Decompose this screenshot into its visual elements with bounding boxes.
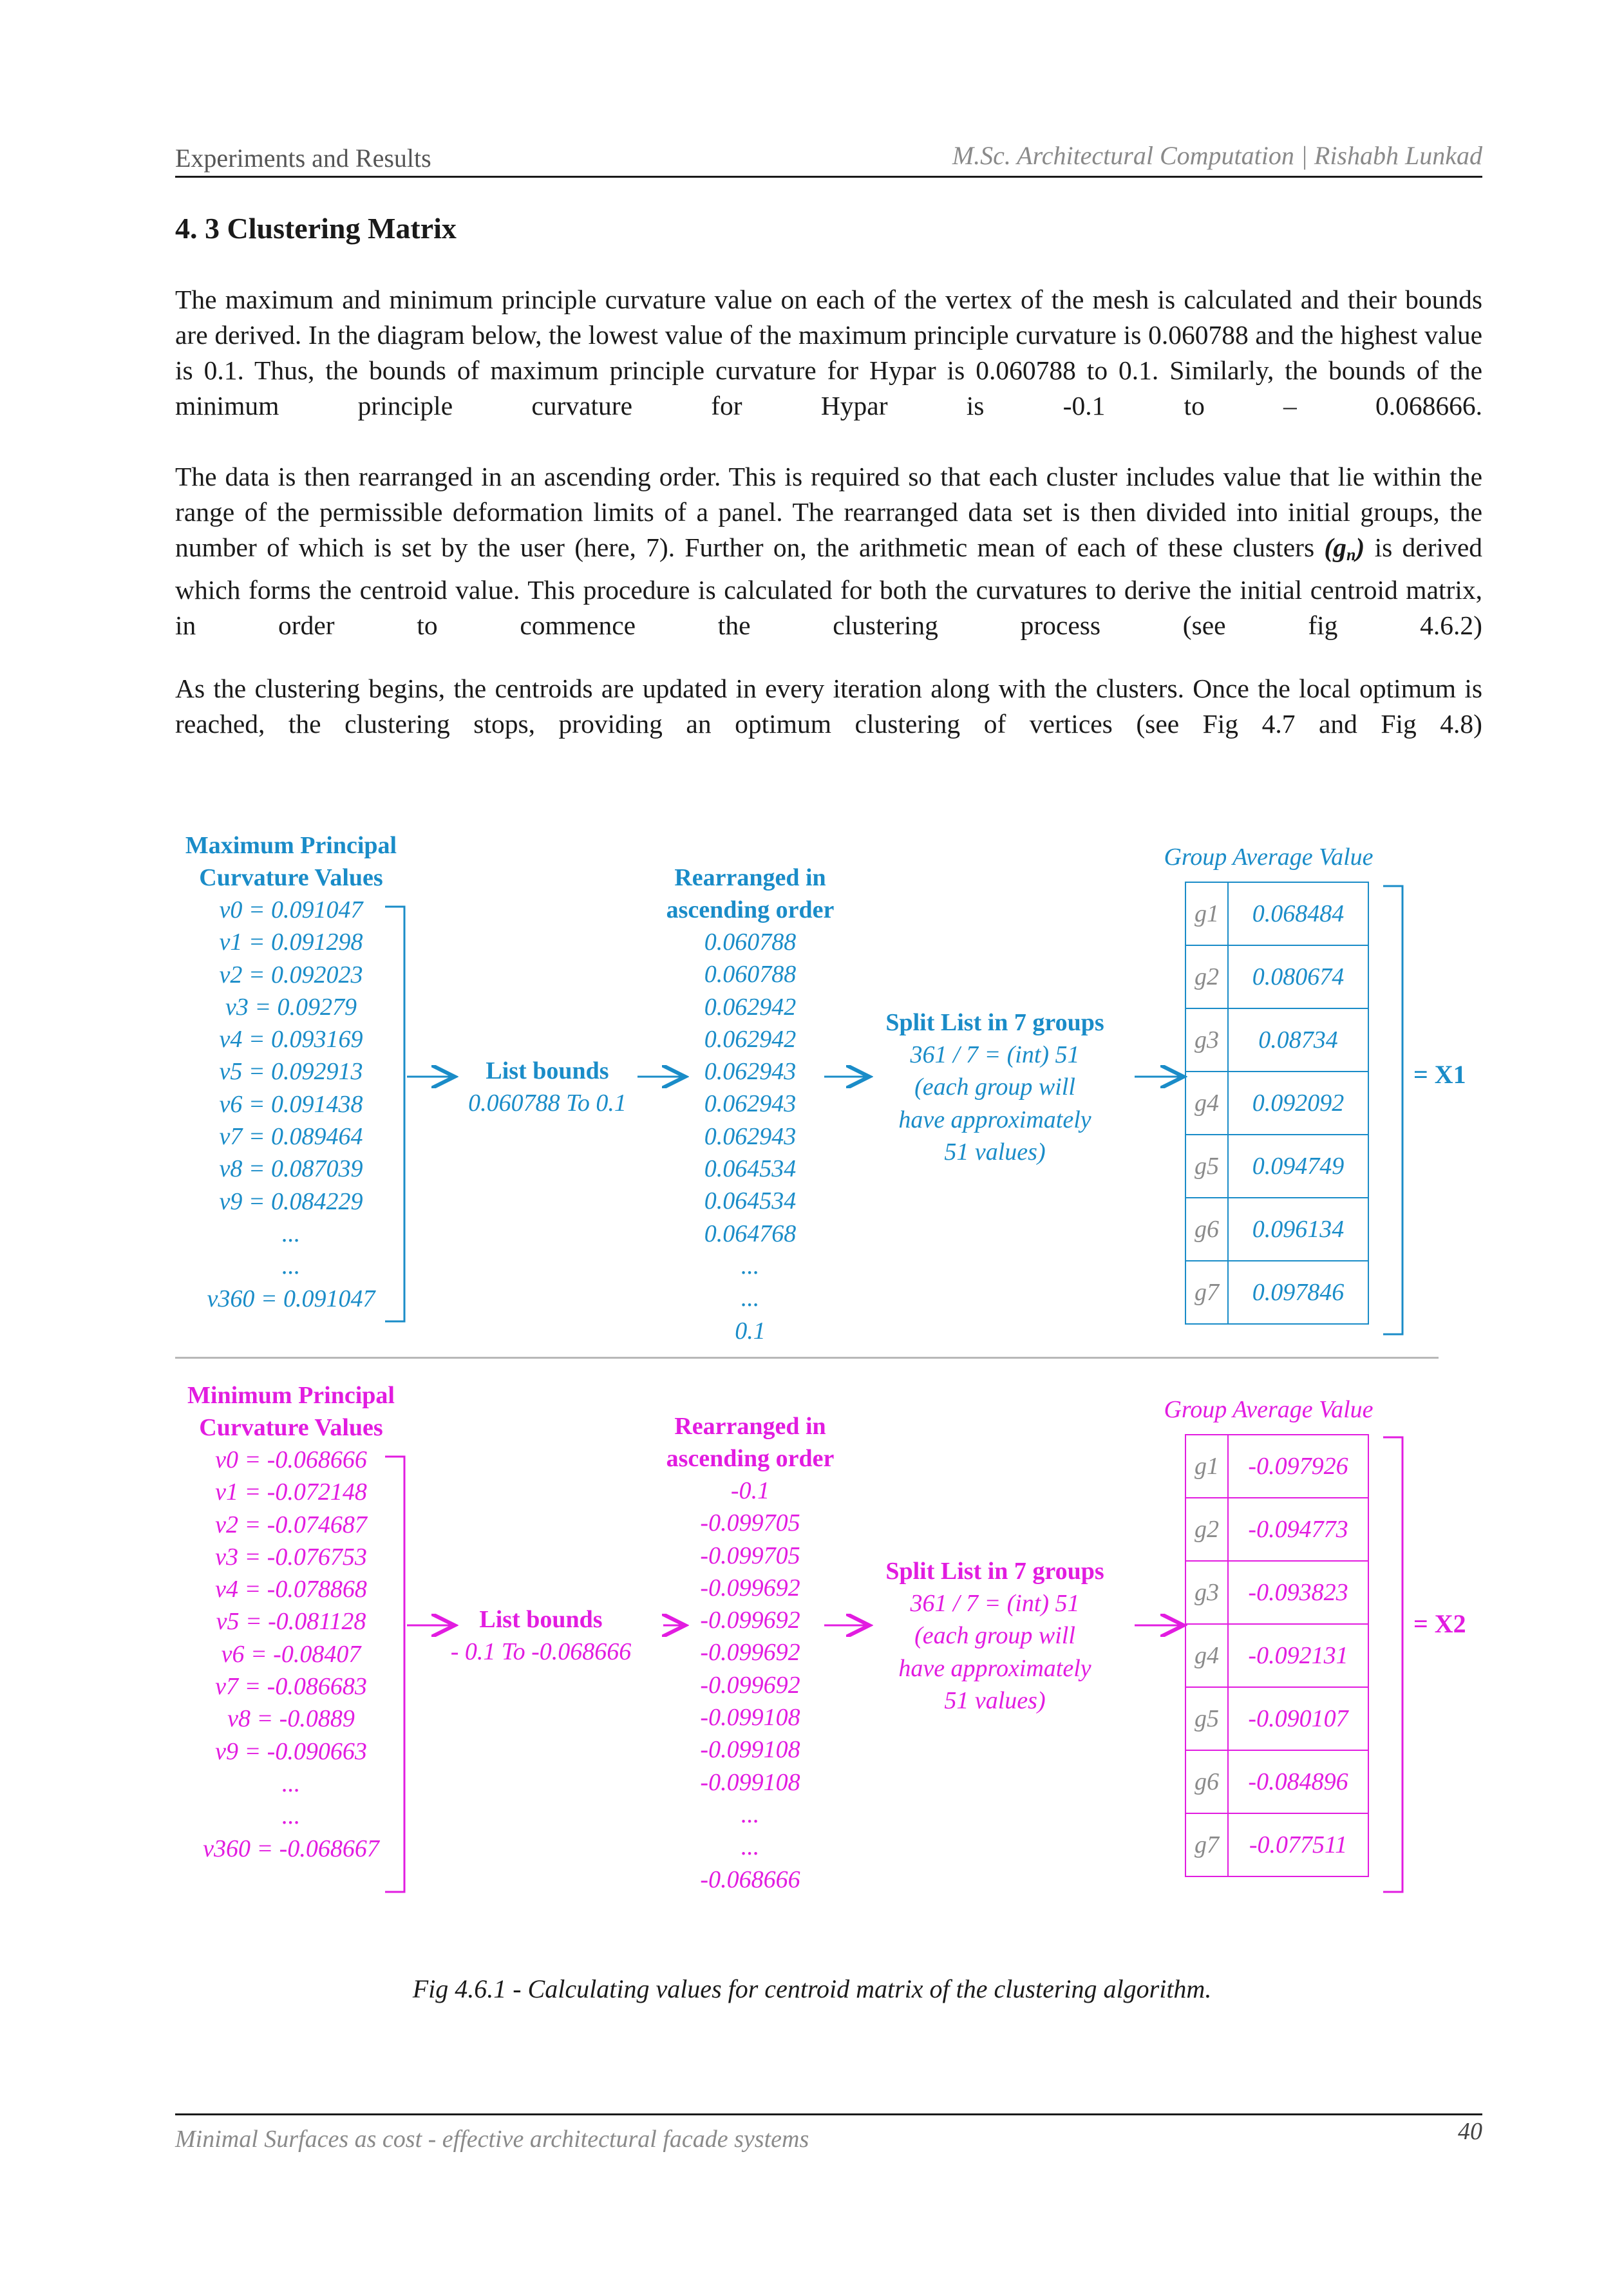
min-sorted-item: -0.099705 <box>700 1509 800 1537</box>
max-sorted-item: 0.060788 <box>704 929 797 956</box>
group-row <box>1185 1813 1368 1876</box>
group-average: 0.068484 <box>1228 882 1368 945</box>
max-title-line2: Curvature Values <box>199 864 383 891</box>
paragraph-rearrange-b: is derived which forms the centroid value. This procedure is calculated for both the curvatures to derive the initial centroid matrix, in order to commence the clustering process (see fig 4.6.2) <box>175 533 1482 640</box>
group-row <box>1185 1687 1368 1750</box>
section-title: 4. 3 Clustering Matrix <box>175 212 457 245</box>
running-header-left: Experiments and Results <box>175 144 431 173</box>
group-average: -0.084896 <box>1228 1750 1368 1813</box>
group-row <box>1185 1624 1368 1687</box>
group-name: g4 <box>1185 1072 1228 1135</box>
group-row <box>1185 1261 1368 1324</box>
group-row <box>1185 1750 1368 1813</box>
min-value-item: v9 = -0.090663 <box>215 1737 367 1765</box>
max-value-item: v3 = 0.09279 <box>225 993 357 1021</box>
min-split-line: 51 values) <box>944 1686 1046 1714</box>
max-sorted-item: 0.064534 <box>704 1187 797 1215</box>
min-value-item: v360 = -0.068667 <box>203 1835 379 1862</box>
max-value-item: v1 = 0.091298 <box>219 929 363 956</box>
min-sorted-item: ... <box>741 1833 760 1861</box>
group-average: 0.080674 <box>1228 945 1368 1008</box>
max-group-table <box>1185 882 1369 1325</box>
group-row <box>1185 882 1368 945</box>
group-name: g4 <box>1185 1624 1228 1687</box>
max-bounds-title: List bounds <box>486 1057 609 1084</box>
max-sorted-item: ... <box>741 1252 760 1280</box>
group-average: 0.08734 <box>1228 1008 1368 1072</box>
min-sorted-list <box>650 1475 850 1896</box>
min-sorted-item: -0.099705 <box>700 1542 800 1569</box>
header-rule <box>175 176 1482 178</box>
group-name: g2 <box>1185 945 1228 1008</box>
max-sorted-item: 0.062943 <box>704 1090 797 1118</box>
max-value-item: v360 = 0.091047 <box>207 1285 375 1312</box>
group-name: g6 <box>1185 1750 1228 1813</box>
max-sorted-item: 0.064768 <box>704 1220 797 1247</box>
group-row <box>1185 1561 1368 1624</box>
max-rearranged-line1: Rearranged in <box>674 864 826 891</box>
group-row <box>1185 1008 1368 1072</box>
group-average: 0.094749 <box>1228 1135 1368 1198</box>
min-split-line: (each group will <box>914 1622 1075 1650</box>
min-value-item: v4 = -0.078868 <box>215 1576 367 1603</box>
max-value-item: v7 = 0.089464 <box>219 1123 363 1151</box>
min-value-item: v8 = -0.0889 <box>227 1705 355 1733</box>
group-average: -0.077511 <box>1228 1813 1368 1876</box>
max-value-item: v5 = 0.092913 <box>219 1058 363 1086</box>
group-name: g1 <box>1185 882 1228 945</box>
max-sorted-item: 0.062943 <box>704 1058 797 1086</box>
max-value-item: v0 = 0.091047 <box>219 896 363 923</box>
group-average: 0.092092 <box>1228 1072 1368 1135</box>
max-sorted-item: ... <box>741 1285 760 1312</box>
min-sorted-item: -0.099692 <box>700 1607 800 1634</box>
max-sorted-item: 0.062942 <box>704 1025 797 1053</box>
group-row <box>1185 1498 1368 1561</box>
max-rearranged-line2: ascending order <box>666 896 835 923</box>
min-value-item: v3 = -0.076753 <box>215 1543 367 1571</box>
group-row <box>1185 1198 1368 1261</box>
min-value-item: ... <box>281 1802 301 1830</box>
max-split-line: 51 values) <box>944 1138 1046 1166</box>
max-group-title: Group Average Value <box>1164 844 1374 871</box>
min-value-item: v7 = -0.086683 <box>215 1673 367 1701</box>
min-sorted-item: -0.099108 <box>700 1736 800 1764</box>
min-title-line1: Minimum Principal <box>187 1382 395 1409</box>
max-sorted-item: 0.062942 <box>704 993 797 1021</box>
group-average: -0.090107 <box>1228 1687 1368 1750</box>
max-value-item: v2 = 0.092023 <box>219 961 363 988</box>
max-groups-bracket <box>1383 886 1402 1334</box>
min-sorted-item: -0.099692 <box>700 1639 800 1667</box>
min-sorted-item: -0.1 <box>730 1477 770 1504</box>
min-value-item: v6 = -0.08407 <box>221 1640 361 1668</box>
group-name: g3 <box>1185 1561 1228 1624</box>
min-sorted-item: -0.068666 <box>700 1866 800 1893</box>
paragraph-clustering: As the clustering begins, the centroids are updated in every iteration along with the clusters. Once the local optimum is reached, the clustering stops, providing an optimum clustering of vertices (see Fig 4.7 and Fig 4.8) <box>175 674 1482 739</box>
max-value-item: v9 = 0.084229 <box>219 1187 363 1215</box>
max-sorted-item: 0.1 <box>735 1317 766 1345</box>
group-name: g6 <box>1185 1198 1228 1261</box>
paragraph-rearrange-a: The data is then rearranged in an ascending order. This is required so that each cluster includes value that lie within the range of the permissible deformation limits of a panel. The rearranged data set is then divided into initial groups, the number of which is set by the user (here, 7). Further on, the arithmetic mean of each of these clusters <box>175 462 1482 562</box>
max-title-line1: Maximum Principal <box>185 832 397 859</box>
group-average: -0.092131 <box>1228 1624 1368 1687</box>
min-value-item: v1 = -0.072148 <box>215 1478 367 1506</box>
group-name: g5 <box>1185 1687 1228 1750</box>
paragraph-rearrange <box>175 459 1482 643</box>
max-value-item: v8 = 0.087039 <box>219 1155 363 1183</box>
min-rearranged-line1: Rearranged in <box>674 1413 826 1440</box>
max-values-list <box>175 894 407 1315</box>
max-value-item: ... <box>281 1220 301 1247</box>
min-split-note <box>863 1587 1127 1717</box>
min-value-item: v2 = -0.074687 <box>215 1511 367 1538</box>
max-split-line: (each group will <box>914 1073 1075 1101</box>
min-group-table <box>1185 1434 1369 1877</box>
footer-rule <box>175 2113 1482 2115</box>
group-average: 0.096134 <box>1228 1198 1368 1261</box>
max-split-line: have approximately <box>898 1106 1091 1133</box>
max-split-line: 361 / 7 = (int) 51 <box>910 1041 1080 1068</box>
group-name: g2 <box>1185 1498 1228 1561</box>
min-rearranged-line2: ascending order <box>666 1445 835 1472</box>
min-bounds-value: - 0.1 To -0.068666 <box>450 1638 632 1665</box>
min-sorted-item: -0.099692 <box>700 1574 800 1601</box>
section-divider <box>175 1357 1439 1359</box>
max-result: = X1 <box>1413 1060 1466 1089</box>
max-sorted-item: 0.062943 <box>704 1122 797 1150</box>
min-value-item: ... <box>281 1770 301 1797</box>
group-row <box>1185 1072 1368 1135</box>
max-sorted-item: 0.064534 <box>704 1155 797 1183</box>
running-footer: Minimal Surfaces as cost - effective architectural facade systems <box>175 2126 809 2153</box>
min-split-line: have approximately <box>898 1654 1091 1682</box>
min-sorted-item: -0.099692 <box>700 1671 800 1699</box>
cluster-symbol: $(g_n)$ <box>1324 533 1365 564</box>
group-row <box>1185 945 1368 1008</box>
min-values-list <box>175 1444 407 1865</box>
min-split-line: 361 / 7 = (int) 51 <box>910 1590 1080 1617</box>
min-result: = X2 <box>1413 1609 1466 1638</box>
paragraph-bounds: The maximum and minimum principle curvature value on each of the vertex of the mesh is calculated and their bounds are derived. In the diagram below, the lowest value of the maximum principle curvature is 0.060788 and the highest value is 0.1. Thus, the bounds of maximum principle curvature for Hypar is 0.060788 to 0.1. Similarly, the bounds of the minimum principle curvature for Hypar is -0.1 to – 0.068666. <box>175 285 1482 420</box>
group-average: -0.094773 <box>1228 1498 1368 1561</box>
group-name: g7 <box>1185 1813 1228 1876</box>
running-header-right: M.Sc. Architectural Computation | Rishabh Lunkad <box>952 141 1482 170</box>
max-value-item: v6 = 0.091438 <box>219 1090 363 1118</box>
group-average: -0.097926 <box>1228 1435 1368 1498</box>
min-split-title: Split List in 7 groups <box>885 1558 1104 1585</box>
page-number: 40 <box>1458 2118 1482 2145</box>
figure-caption: Fig 4.6.1 - Calculating values for centroid matrix of the clustering algorithm. <box>412 1974 1212 2003</box>
max-value-item: ... <box>281 1252 301 1280</box>
min-title-line2: Curvature Values <box>199 1414 383 1441</box>
group-average: -0.093823 <box>1228 1561 1368 1624</box>
group-row <box>1185 1135 1368 1198</box>
group-name: g5 <box>1185 1135 1228 1198</box>
min-sorted-item: ... <box>741 1800 760 1828</box>
max-split-note <box>863 1039 1127 1168</box>
min-value-item: v5 = -0.081128 <box>216 1608 366 1636</box>
max-sorted-list <box>650 926 850 1347</box>
group-average: 0.097846 <box>1228 1261 1368 1324</box>
min-bounds-title: List bounds <box>479 1606 603 1633</box>
max-value-item: v4 = 0.093169 <box>219 1026 363 1053</box>
min-group-title: Group Average Value <box>1164 1396 1374 1423</box>
group-name: g7 <box>1185 1261 1228 1324</box>
group-name: g3 <box>1185 1008 1228 1072</box>
max-bounds-value: 0.060788 To 0.1 <box>468 1090 627 1117</box>
group-name: g1 <box>1185 1435 1228 1498</box>
min-groups-bracket <box>1383 1437 1402 1892</box>
max-split-title: Split List in 7 groups <box>885 1009 1104 1036</box>
max-sorted-item: 0.060788 <box>704 961 797 988</box>
group-row <box>1185 1435 1368 1498</box>
min-sorted-item: -0.099108 <box>700 1768 800 1796</box>
min-sorted-item: -0.099108 <box>700 1704 800 1732</box>
min-value-item: v0 = -0.068666 <box>215 1446 367 1473</box>
